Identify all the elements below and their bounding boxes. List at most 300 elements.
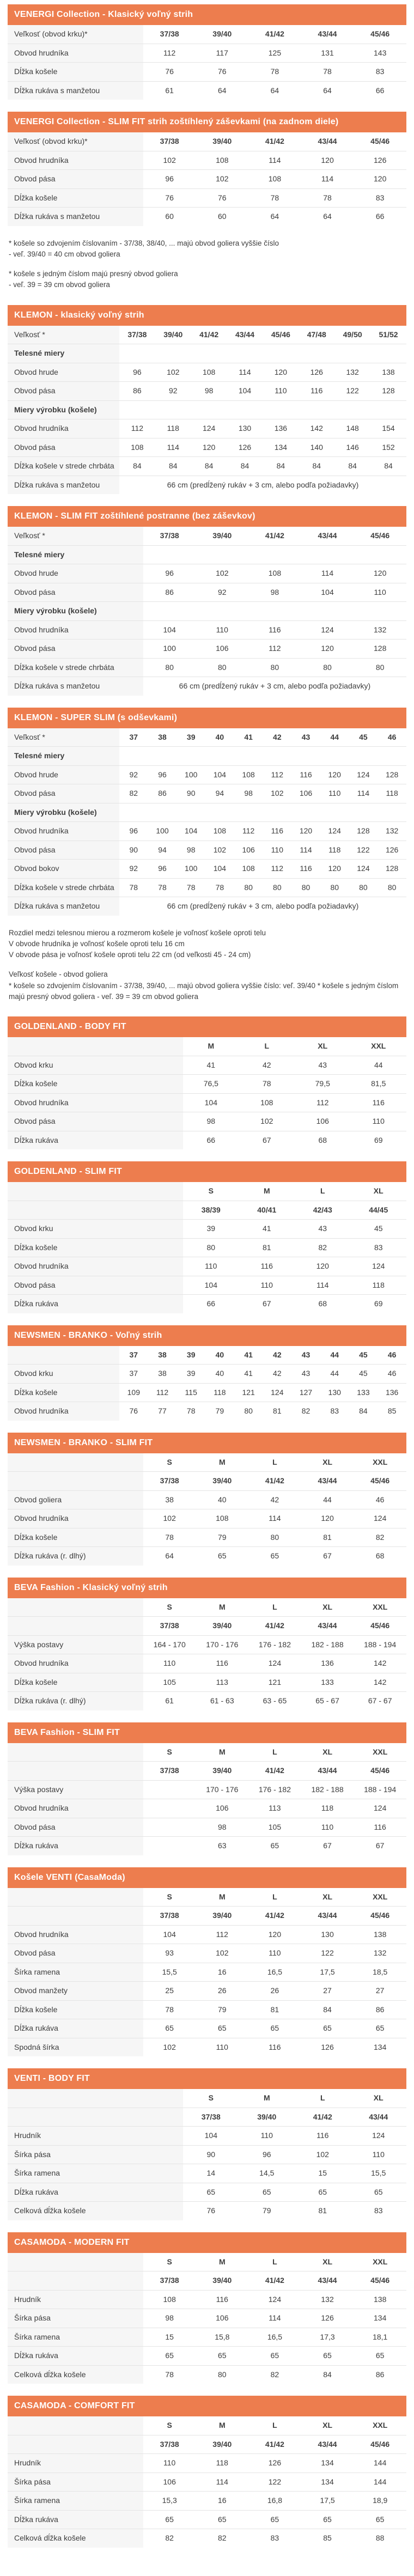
value-cell: 176 - 182 [248, 1635, 301, 1654]
size-header-cell: M [183, 1037, 239, 1056]
value-cell: 64 [323, 212, 332, 221]
row-label: Obvod hrudníka [8, 419, 119, 439]
value-cell: 85 [387, 1406, 397, 1415]
value-cell: 102 [143, 1509, 196, 1528]
size-header-cell: 38 [148, 728, 177, 747]
value-cell: 76 [129, 1406, 138, 1415]
row-label: Obvod hrudníka [8, 151, 143, 170]
value-cell: 61 [165, 86, 174, 95]
value-cell: 42 [248, 1490, 301, 1509]
row-label: Veľkosť * [8, 326, 119, 344]
table-row [8, 1982, 406, 2001]
value-cell: 80 [354, 658, 406, 677]
size-header-cell: L [295, 2089, 350, 2108]
table-row [8, 1547, 406, 1566]
row-label: Obvod hrudníka [8, 44, 143, 63]
value-cell: 84 [323, 2370, 332, 2379]
size-header-cell: 43/44 [301, 1907, 354, 1926]
table-row [8, 1402, 406, 1421]
value-cell: 102 [196, 1944, 249, 1963]
value-cell: 110 [239, 2127, 295, 2146]
value-cell: 132 [354, 1944, 406, 1963]
table-row [8, 44, 406, 63]
value-cell: 132 [334, 363, 370, 382]
value-cell: 82 [270, 2370, 279, 2379]
row-label: Výška postavy [8, 1780, 143, 1799]
value-cell: 80 [218, 2370, 227, 2379]
value-cell: 118 [196, 2454, 249, 2473]
table-row [8, 363, 406, 382]
size-header-cell: 37/38 [143, 1907, 196, 1926]
row-label: Celková dĺžka košele [8, 2202, 183, 2220]
row-label: Obvod pása [8, 1112, 183, 1131]
row-label: Spodná šírka [8, 2038, 143, 2056]
value-cell: 104 [205, 765, 234, 784]
size-table-section [8, 1325, 406, 1421]
value-cell: 80 [320, 878, 349, 897]
value-cell: 132 [378, 822, 406, 841]
value-cell: 64 [270, 212, 279, 221]
table-row [8, 1944, 406, 1963]
value-cell: 78 [301, 63, 354, 82]
row-label: Obvod hrude [8, 564, 143, 583]
value-cell: 112 [148, 1383, 177, 1402]
value-cell: 102 [155, 363, 191, 382]
size-header-cell: XL [301, 1743, 354, 1762]
row-label: Obvod pása [8, 841, 119, 860]
row-label: Obvod hrudníka [8, 1509, 143, 1528]
size-header-cell: XXL [354, 2253, 406, 2271]
value-cell: 83 [374, 2206, 383, 2215]
size-header-cell: 41/42 [248, 1907, 301, 1926]
value-cell: 16,5 [248, 2328, 301, 2347]
size-header-row [8, 132, 406, 151]
row-label: Dĺžka rukáva [8, 1131, 183, 1149]
size-header-cell: 37/38 [143, 1762, 196, 1781]
size-header-cell: 46 [378, 728, 406, 747]
size-table [8, 25, 406, 100]
value-cell: 104 [143, 1925, 196, 1944]
value-cell: 92 [196, 583, 249, 602]
table-row [8, 1837, 406, 1855]
value-cell: 134 [374, 2042, 387, 2051]
table-row [8, 208, 406, 226]
table-row [8, 2347, 406, 2366]
table-row [8, 2510, 406, 2529]
table-row [8, 1780, 406, 1799]
value-cell: 43 [295, 1056, 350, 1075]
value-cell: 110 [248, 1944, 301, 1963]
value-cell: 63 - 65 [263, 1696, 287, 1705]
size-table-section [8, 708, 406, 916]
value-cell: 110 [183, 1257, 239, 1276]
row-label: Miery výrobku (košele) [8, 803, 119, 822]
value-cell: 69 [374, 1135, 383, 1144]
value-cell: 96 [119, 822, 148, 841]
value-cell: 65 [248, 2510, 301, 2529]
size-header-cell: 37/38 [119, 326, 155, 344]
value-cell: 16 [196, 2492, 249, 2511]
value-cell: 126 [321, 2042, 334, 2051]
value-cell: 96 [119, 363, 155, 382]
size-header-cell: 41/42 [248, 527, 301, 545]
value-cell: 136 [263, 419, 299, 439]
row-label: Šírka ramena [8, 1963, 143, 1982]
row-label: Šírka pása [8, 2473, 143, 2492]
size-header-cell: 39 [176, 728, 205, 747]
value-cell: 136 [301, 1654, 354, 1673]
size-header-cell: XL [301, 2253, 354, 2271]
value-cell: 14 [183, 2164, 239, 2183]
row-label: Obvod manžety [8, 1982, 143, 2001]
value-cell: 83 [270, 2534, 279, 2542]
value-cell: 109 [119, 1383, 148, 1402]
value-cell: 128 [378, 765, 406, 784]
value-cell: 61 - 63 [210, 1696, 234, 1705]
value-cell: 65 [143, 2347, 196, 2366]
empty-cell [119, 400, 406, 419]
table-row [8, 2529, 406, 2548]
table-row [8, 564, 406, 583]
value-cell: 98 [143, 2309, 196, 2328]
value-cell: 65 [301, 2019, 354, 2038]
table-row [8, 1673, 406, 1692]
value-cell: 130 [301, 1925, 354, 1944]
table-row [8, 2000, 406, 2019]
size-header-cell: 37 [119, 1346, 148, 1365]
value-cell: 114 [301, 564, 354, 583]
table-row [8, 151, 406, 170]
value-cell: 65 [196, 2019, 249, 2038]
value-cell: 115 [176, 1383, 205, 1402]
value-cell: 128 [378, 860, 406, 879]
empty-cell [119, 747, 406, 766]
value-cell: 15,5 [143, 1963, 196, 1982]
size-header-cell: S [143, 2416, 196, 2435]
value-cell: 130 [227, 419, 263, 439]
size-header-cell: S [183, 2089, 239, 2108]
row-label: Výška postavy [8, 1635, 143, 1654]
value-cell: 82 [119, 784, 148, 803]
value-cell: 164 - 170 [143, 1635, 196, 1654]
value-cell: 132 [354, 620, 406, 640]
value-cell: 65 [354, 2347, 406, 2366]
value-cell: 39 [183, 1220, 239, 1239]
size-header-cell: 37/38 [143, 2271, 196, 2291]
value-cell: 84 [370, 457, 406, 476]
table-row [8, 2127, 406, 2146]
size-header-cell: 44 [320, 1346, 349, 1365]
table-row [8, 1056, 406, 1075]
row-label [8, 2271, 143, 2291]
value-cell: 114 [248, 2309, 301, 2328]
table-row [8, 747, 406, 766]
value-cell: 96 [148, 860, 177, 879]
value-cell: 42 [263, 1365, 291, 1384]
table-row [8, 658, 406, 677]
row-label: Šírka pása [8, 2145, 183, 2164]
value-cell: 124 [349, 860, 378, 879]
size-header-cell: 45/46 [354, 1762, 406, 1781]
size-table [8, 527, 406, 696]
value-cell: 65 [239, 2183, 295, 2202]
value-cell: 170 - 176 [196, 1780, 249, 1799]
size-header-row [8, 1598, 406, 1617]
value-cell: 102 [196, 564, 249, 583]
size-header-cell: 39/40 [196, 1907, 249, 1926]
value-cell: 100 [148, 822, 177, 841]
value-cell: 120 [301, 1509, 354, 1528]
size-table [8, 1037, 406, 1149]
value-cell: 132 [301, 2290, 354, 2309]
value-cell: 108 [248, 170, 301, 189]
value-cell: 122 [248, 2473, 301, 2492]
table-row [8, 2473, 406, 2492]
row-label [8, 1762, 143, 1781]
table-row [8, 1238, 406, 1257]
value-cell: 110 [263, 841, 291, 860]
size-header-cell: 41 [234, 1346, 263, 1365]
size-header-row [8, 1617, 406, 1636]
value-cell: 16,5 [248, 1963, 301, 1982]
value-cell: 80 [244, 1406, 253, 1415]
row-label: Dĺžka rukáva (r. dlhý) [8, 1547, 143, 1566]
table-row [8, 897, 406, 916]
value-cell: 134 [301, 2454, 354, 2473]
table-row [8, 63, 406, 82]
size-header-cell: 40 [205, 1346, 234, 1365]
value-cell: 15,8 [196, 2328, 249, 2347]
value-cell: 140 [299, 438, 334, 457]
value-cell: 46 [354, 1490, 406, 1509]
value-cell: 80 [378, 878, 406, 897]
value-cell: 142 [354, 1673, 406, 1692]
value-cell: 67 [262, 1135, 271, 1144]
value-cell: 102 [196, 170, 249, 189]
value-cell: 82 [354, 1528, 406, 1547]
size-header-cell: 37/38 [143, 527, 196, 545]
row-label: Obvod hrudníka [8, 822, 119, 841]
row-label: Obvod krku [8, 1220, 183, 1239]
table-row [8, 2365, 406, 2384]
row-label: Obvod pása [8, 1944, 143, 1963]
notes-block [9, 928, 405, 1003]
value-cell: 176 - 182 [248, 1780, 301, 1799]
row-label: Dĺžka rukáva [8, 2510, 143, 2529]
size-header-row [8, 728, 406, 747]
size-header-cell: 37/38 [143, 1472, 196, 1491]
value-cell: 65 [248, 2019, 301, 2038]
value-cell: 80 [143, 658, 196, 677]
size-table [8, 2416, 406, 2548]
value-cell: 102 [143, 151, 196, 170]
value-cell [143, 1837, 196, 1855]
value-cell: 14,5 [239, 2164, 295, 2183]
value-cell: 65 [354, 2019, 406, 2038]
value-cell: 66 [206, 1299, 216, 1308]
value-cell: 78 [301, 188, 354, 208]
value-cell: 118 [155, 419, 191, 439]
value-cell: 15,3 [143, 2492, 196, 2511]
value-cell: 79 [196, 2000, 249, 2019]
row-label [8, 1888, 143, 1907]
table-row [8, 1112, 406, 1131]
size-header-cell: 39/40 [196, 132, 249, 151]
size-header-cell: XXL [350, 1037, 406, 1056]
value-cell: 131 [301, 44, 354, 63]
value-cell: 116 [269, 2042, 281, 2051]
value-cell: 93 [143, 1944, 196, 1963]
value-cell: 83 [350, 1238, 406, 1257]
row-label: Šírka ramena [8, 2328, 143, 2347]
value-cell: 108 [239, 1093, 295, 1112]
value-cell: 100 [176, 860, 205, 879]
value-cell: 108 [143, 2290, 196, 2309]
size-header-cell: S [143, 1598, 196, 1617]
value-cell: 98 [183, 1112, 239, 1131]
size-header-cell: M [196, 2253, 249, 2271]
size-header-cell: M [196, 1743, 249, 1762]
size-header-cell: XXL [354, 1743, 406, 1762]
value-cell: 112 [234, 822, 263, 841]
table-row [8, 1075, 406, 1094]
table-row [8, 860, 406, 879]
value-cell: 77 [158, 1406, 167, 1415]
size-header-cell: 43/44 [301, 25, 354, 44]
row-label: Šírka ramena [8, 2164, 183, 2183]
size-header-row [8, 1453, 406, 1472]
section-title: KLEMON - klasický voľný strih [8, 305, 406, 326]
value-cell: 116 [239, 1257, 295, 1276]
value-cell: 113 [248, 1799, 301, 1818]
value-cell: 64 [323, 86, 332, 95]
size-header-cell: 45 [349, 728, 378, 747]
row-label: Dĺžka rukáva [8, 2183, 183, 2202]
value-cell: 104 [176, 822, 205, 841]
value-cell: 67 - 67 [368, 1696, 392, 1705]
value-cell: 110 [196, 620, 249, 640]
value-cell: 83 [354, 188, 406, 208]
size-header-row [8, 1346, 406, 1365]
size-header-cell: 43/44 [227, 326, 263, 344]
value-cell: 65 [143, 2510, 196, 2529]
value-cell: 79,5 [295, 1075, 350, 1094]
value-cell: 79 [262, 2206, 271, 2215]
value-cell: 133 [301, 1673, 354, 1692]
size-header-cell: XL [301, 1598, 354, 1617]
size-header-cell: L [248, 1598, 301, 1617]
row-label: Obvod hrude [8, 765, 119, 784]
row-label: Obvod hrudníka [8, 1257, 183, 1276]
size-header-cell: 45/46 [354, 25, 406, 44]
value-cell: 76 [196, 63, 249, 82]
size-table-section [8, 1578, 406, 1710]
value-cell: 130 [320, 1383, 349, 1402]
size-header-cell: S [183, 1182, 239, 1201]
value-cell: 82 [165, 2534, 174, 2542]
row-label: Dĺžka košele [8, 188, 143, 208]
size-table [8, 1346, 406, 1421]
value-cell: 116 [295, 2127, 350, 2146]
size-header-cell: L [248, 1888, 301, 1907]
value-cell: 100 [143, 640, 196, 659]
row-label: Veľkosť * [8, 728, 119, 747]
table-row [8, 1818, 406, 1837]
row-label: Obvod hrudníka [8, 620, 143, 640]
size-header-cell: S [143, 2253, 196, 2271]
value-cell: 110 [143, 2454, 196, 2473]
value-cell: 80 [291, 878, 320, 897]
value-cell: 67 [262, 1299, 271, 1308]
table-row [8, 188, 406, 208]
table-row [8, 602, 406, 621]
size-table [8, 1888, 406, 2057]
value-cell: 81 [273, 1406, 282, 1415]
size-table [8, 132, 406, 226]
value-cell: 126 [378, 841, 406, 860]
size-table-section [8, 1161, 406, 1313]
value-cell: 114 [295, 1276, 350, 1295]
value-cell [143, 1780, 196, 1799]
row-label: Obvod goliera [8, 1490, 143, 1509]
row-label: Telesné miery [8, 344, 119, 363]
table-row [8, 1383, 406, 1402]
value-cell: 84 [263, 457, 299, 476]
value-cell: 104 [183, 1093, 239, 1112]
size-header-cell: 39 [176, 1346, 205, 1365]
value-cell: 80 [301, 658, 354, 677]
value-cell: 86 [143, 583, 196, 602]
value-cell: 18,9 [354, 2492, 406, 2511]
value-cell: 122 [334, 382, 370, 401]
table-row [8, 1925, 406, 1944]
value-cell: 110 [239, 1276, 295, 1295]
row-label [8, 2253, 143, 2271]
size-header-cell: 42 [263, 728, 291, 747]
row-label: Dĺžka košele [8, 1673, 143, 1692]
row-label [8, 1472, 143, 1491]
value-cell: 46 [378, 1365, 406, 1384]
size-header-cell: 43/44 [301, 1617, 354, 1636]
table-row [8, 822, 406, 841]
value-cell: 17,3 [301, 2328, 354, 2347]
row-label [8, 1201, 183, 1220]
size-header-cell: 43 [291, 1346, 320, 1365]
value-cell: 68 [375, 1551, 385, 1560]
value-cell: 136 [378, 1383, 406, 1402]
row-label: Obvod hrudníka [8, 1925, 143, 1944]
table-row [8, 1131, 406, 1149]
size-table-section [8, 1433, 406, 1566]
size-header-cell: 46 [378, 1346, 406, 1365]
value-cell: 113 [196, 1673, 249, 1692]
size-header-cell: 45/46 [354, 2271, 406, 2291]
value-cell: 94 [148, 841, 177, 860]
value-cell: 120 [248, 1925, 301, 1944]
size-header-cell: XXL [354, 1598, 406, 1617]
value-cell: 84 [299, 457, 334, 476]
size-header-cell: 42 [263, 1346, 291, 1365]
row-label: Dĺžka košele v strede chrbáta [8, 878, 119, 897]
value-cell: 120 [320, 860, 349, 879]
value-cell: 92 [119, 765, 148, 784]
value-cell: 110 [263, 382, 299, 401]
value-cell: 81,5 [350, 1075, 406, 1094]
value-cell: 86 [354, 2000, 406, 2019]
value-cell: 80 [349, 878, 378, 897]
size-header-cell: 41/42 [248, 25, 301, 44]
value-cell: 124 [191, 419, 227, 439]
